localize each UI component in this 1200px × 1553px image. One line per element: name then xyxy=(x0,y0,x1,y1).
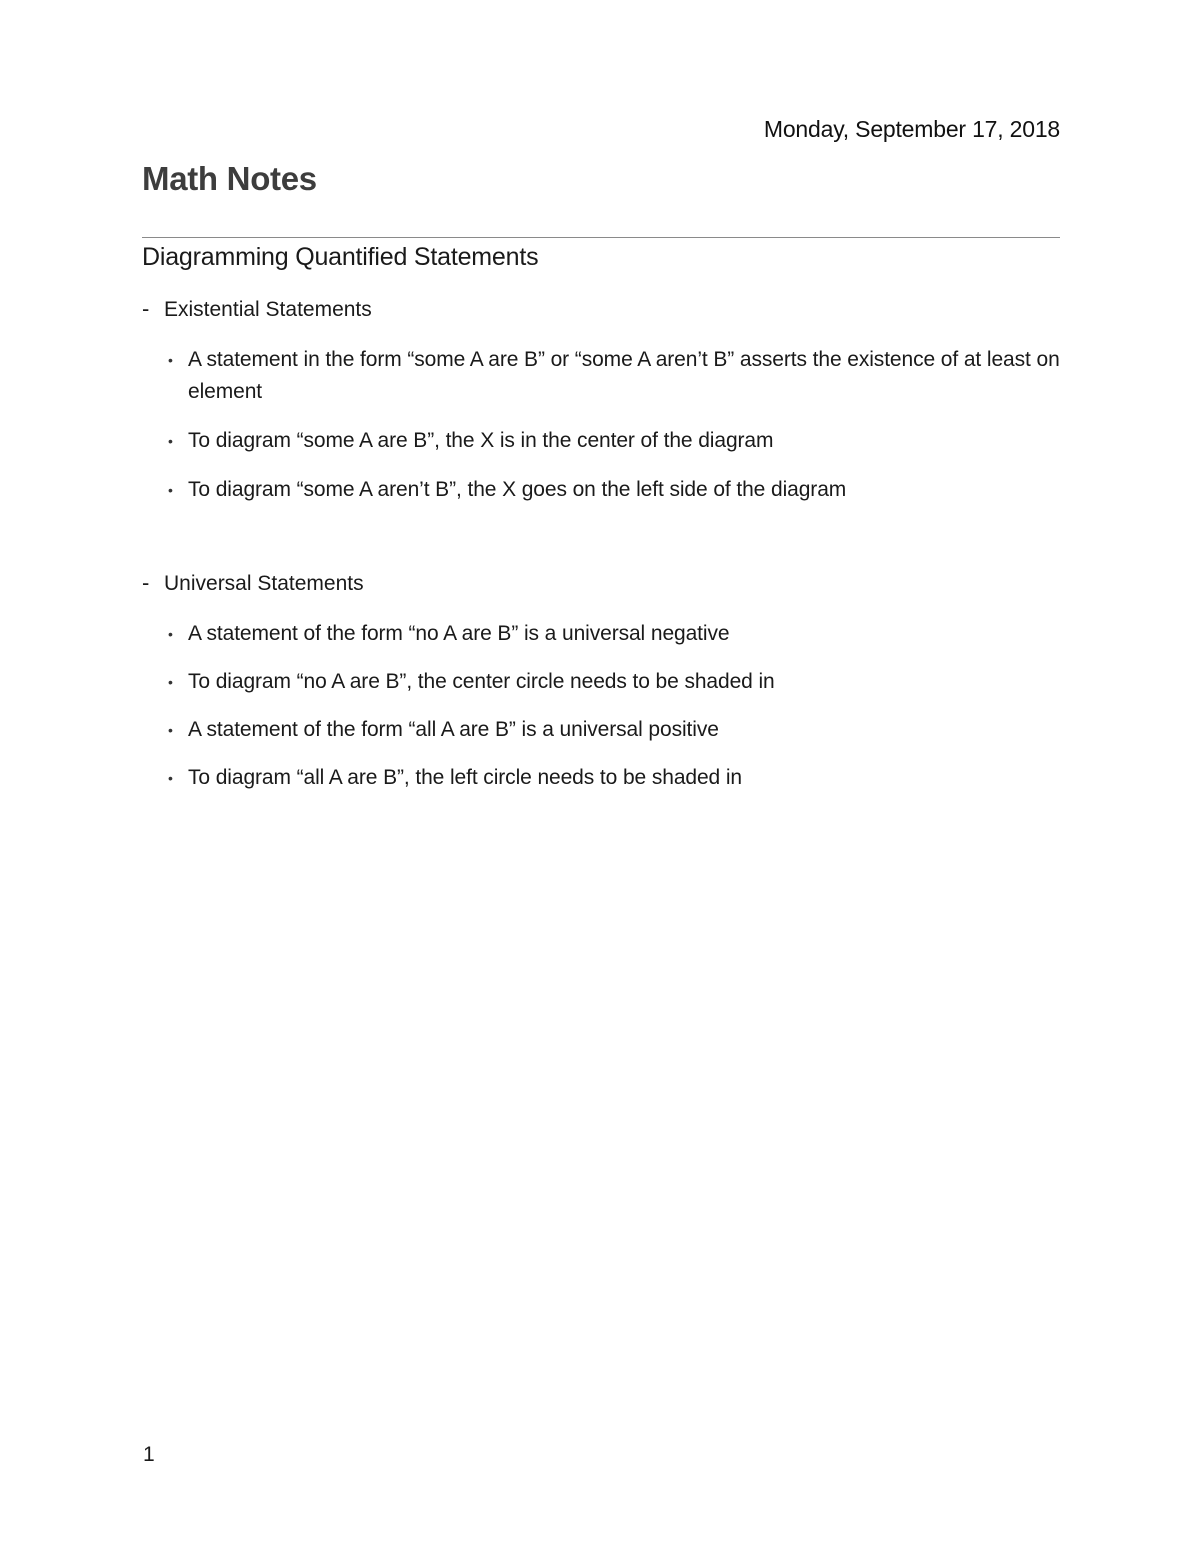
list-item-text: To diagram “all A are B”, the left circle needs to be shaded in xyxy=(188,766,743,789)
page-title: Math Notes xyxy=(142,160,317,197)
dash-marker: - xyxy=(142,296,150,321)
list-item xyxy=(142,425,1060,457)
bullet-icon: • xyxy=(168,674,173,690)
page-number: 1 xyxy=(143,1443,155,1466)
list-item xyxy=(142,474,1060,506)
bullet-icon: • xyxy=(168,722,173,738)
section-heading-label: Existential Statements xyxy=(164,298,372,321)
section-existential xyxy=(142,296,1060,506)
bullet-icon: • xyxy=(168,433,173,449)
list-item xyxy=(142,714,1060,746)
bullet-list xyxy=(142,344,1060,506)
list-item-text: To diagram “some A are B”, the X is in the center of the diagram xyxy=(188,429,774,452)
list-item xyxy=(142,762,1060,794)
list-item-text: A statement of the form “no A are B” is a universal negative xyxy=(188,622,730,645)
bullet-icon: • xyxy=(168,626,173,642)
section-heading xyxy=(142,570,1060,604)
bullet-list xyxy=(142,618,1060,794)
note-date: Monday, September 17, 2018 xyxy=(763,116,1060,142)
list-item xyxy=(142,618,1060,650)
list-item-text: A statement in the form “some A are B” or “some A aren’t B” asserts the existence of at least on element xyxy=(188,348,1060,403)
list-item-text: To diagram “some A aren’t B”, the X goes on the left side of the diagram xyxy=(188,478,847,501)
section-heading-label: Universal Statements xyxy=(164,572,364,595)
bullet-icon: • xyxy=(168,482,173,498)
section-universal xyxy=(142,570,1060,794)
list-item xyxy=(142,666,1060,698)
bullet-icon: • xyxy=(168,770,173,786)
bullet-icon: • xyxy=(168,352,173,368)
list-item-text: A statement of the form “all A are B” is a universal positive xyxy=(188,718,719,741)
list-item xyxy=(142,344,1060,408)
title-divider xyxy=(142,237,1060,238)
section-heading xyxy=(142,296,1060,330)
dash-marker: - xyxy=(142,570,150,595)
section-title: Diagramming Quantified Statements xyxy=(142,243,539,271)
list-item-text: To diagram “no A are B”, the center circle needs to be shaded in xyxy=(188,670,775,693)
